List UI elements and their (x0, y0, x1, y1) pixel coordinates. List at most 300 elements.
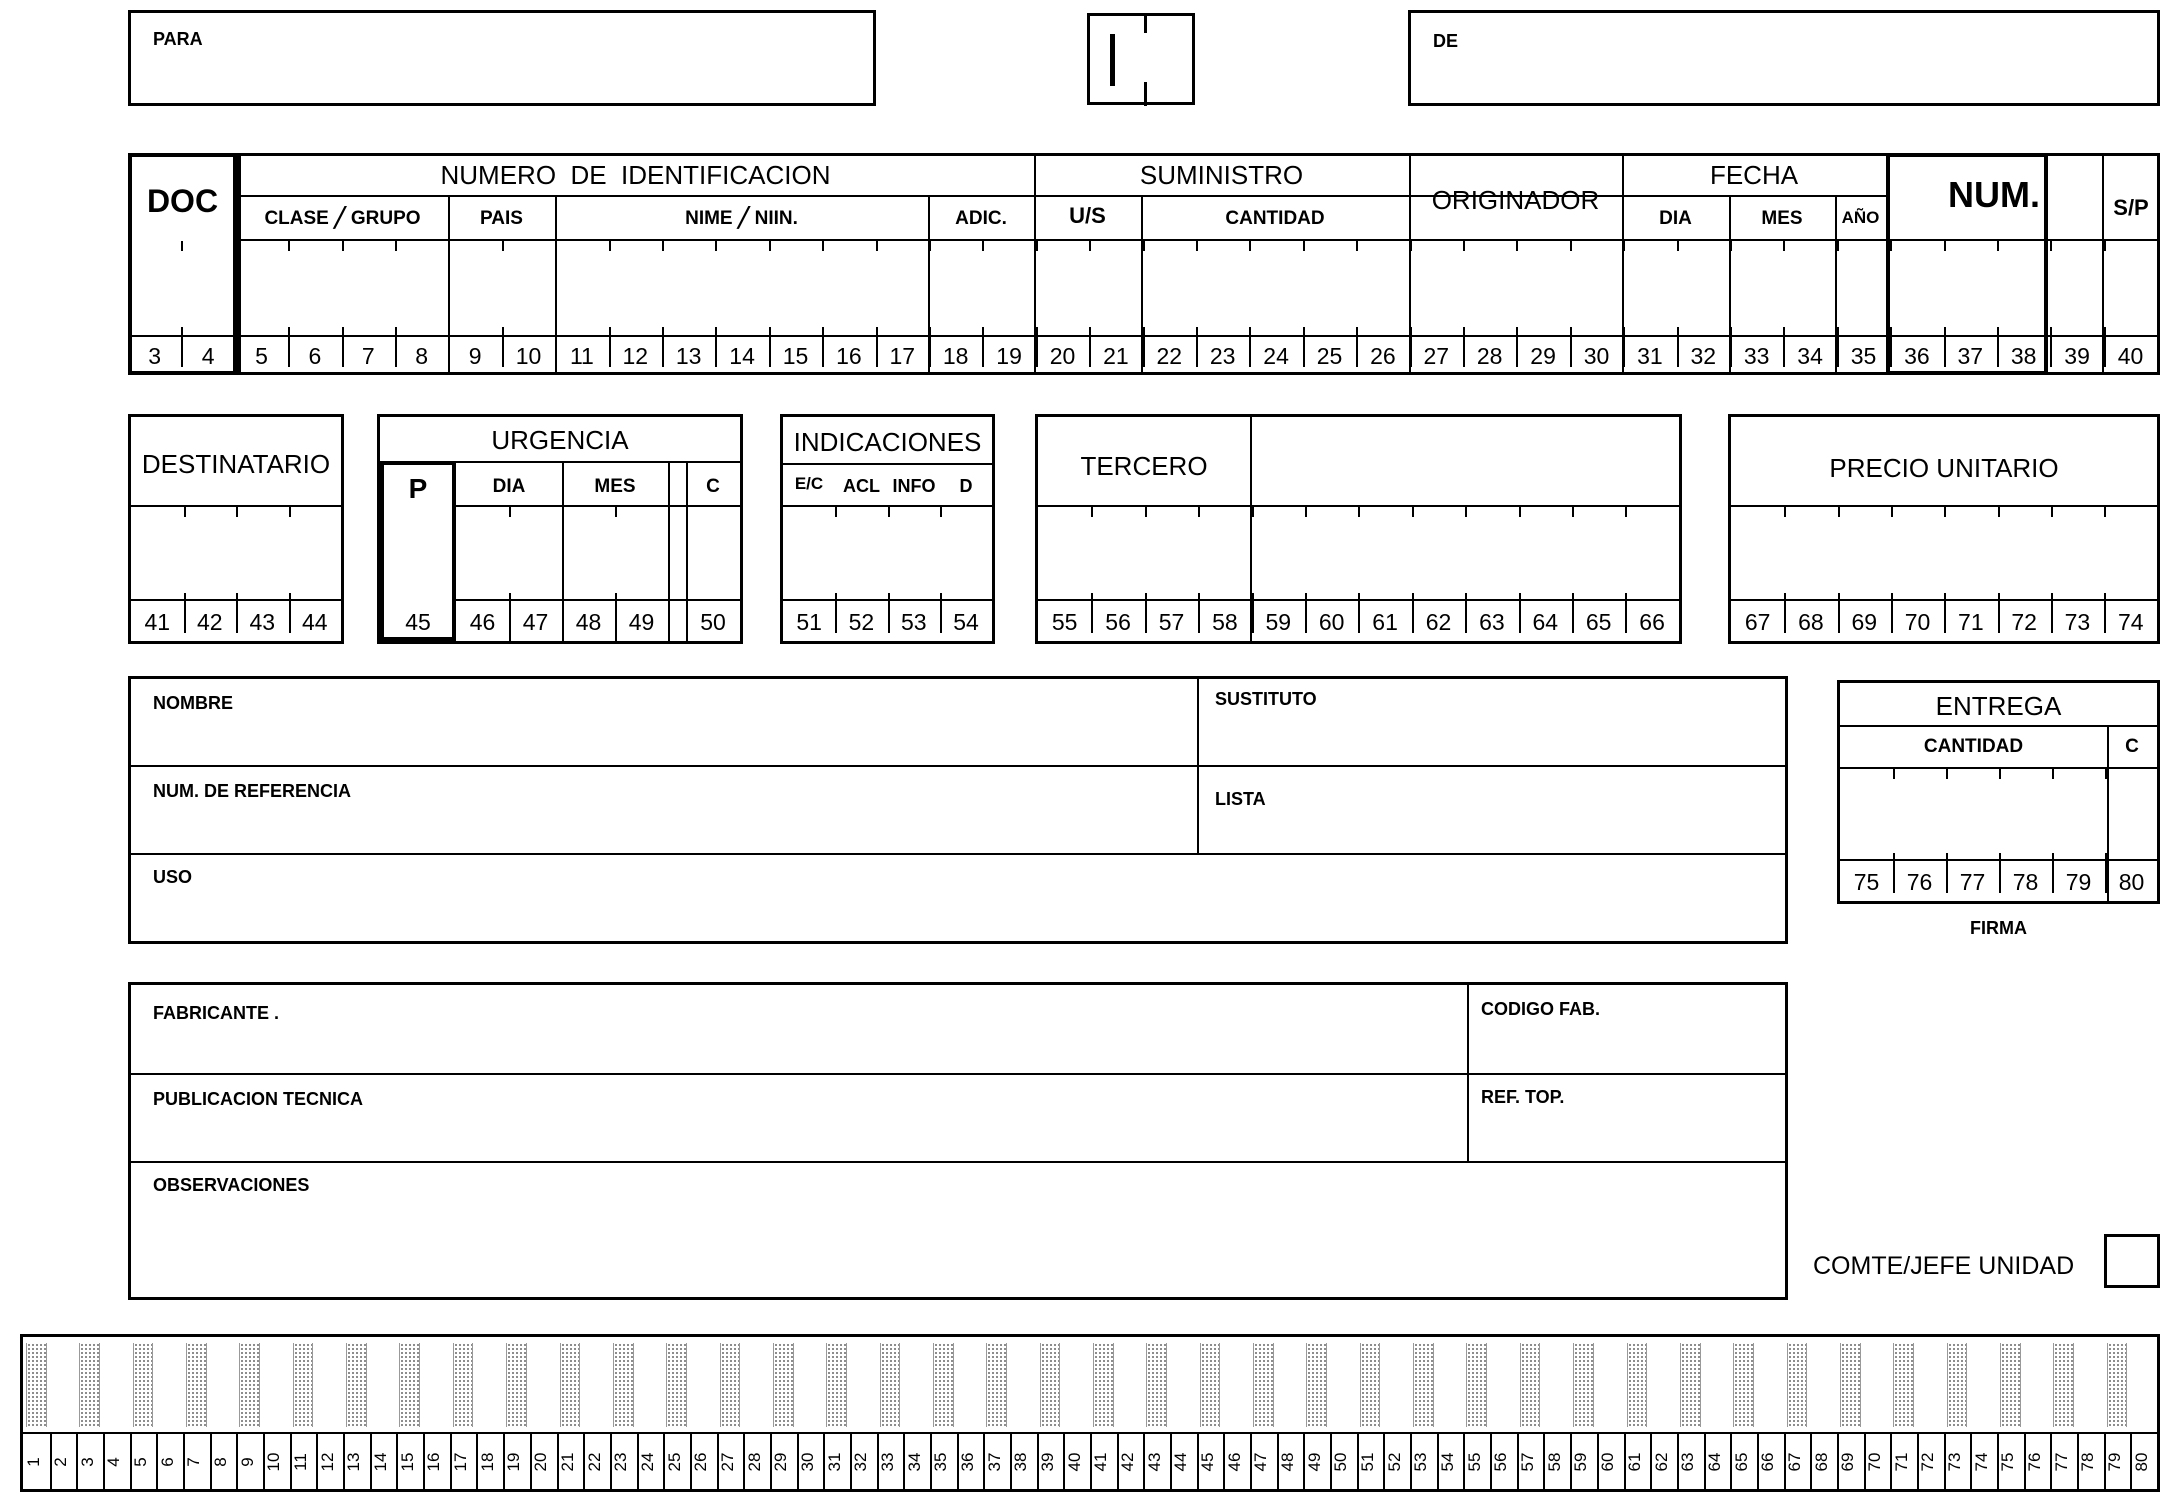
comte-checkbox[interactable] (2104, 1234, 2160, 1288)
column-tick (1091, 507, 1093, 517)
clase-grupo-header: CLASE ╱ GRUPO (264, 208, 421, 229)
column-number: 53 (900, 609, 927, 635)
column-tick (289, 507, 291, 517)
column-tick (502, 241, 504, 251)
strip-number: 7 (184, 1457, 204, 1467)
column-tick (1625, 507, 1627, 517)
column-tick (1198, 507, 1200, 517)
punch-slot (133, 1343, 154, 1427)
urgencia-block (377, 414, 743, 644)
column-number: 75 (1853, 869, 1880, 895)
punch-slot (880, 1343, 901, 1427)
entrega-block (1837, 680, 2160, 904)
column-tick (1572, 507, 1574, 517)
column-number: 37 (1957, 343, 1984, 369)
strip-number: 37 (984, 1452, 1004, 1472)
column-number: 14 (729, 343, 755, 369)
para-label: PARA (153, 29, 203, 49)
strip-number: 9 (237, 1457, 257, 1467)
column-tick (1089, 241, 1091, 251)
strip-number: 49 (1304, 1452, 1324, 1472)
punch-slot (346, 1343, 367, 1427)
ref-top-label: REF. TOP. (1481, 1087, 1565, 1107)
de-field[interactable] (1408, 10, 2160, 106)
column-tick (2104, 507, 2106, 517)
column-number: 39 (2064, 343, 2090, 369)
strip-number: 26 (691, 1452, 711, 1472)
strip-number: 14 (371, 1452, 391, 1472)
punch-slot (1893, 1343, 1914, 1427)
strip-number: 51 (1358, 1452, 1378, 1472)
column-number: 68 (1798, 609, 1824, 635)
uso-label: USO (153, 867, 193, 887)
strip-number: 6 (157, 1457, 177, 1467)
column-tick (1356, 241, 1358, 251)
strip-number: 79 (2104, 1452, 2124, 1472)
originador-header: ORIGINADOR (1431, 185, 1600, 215)
punch-slot (399, 1343, 420, 1427)
strip-number: 42 (1118, 1452, 1137, 1472)
column-number: 44 (301, 609, 328, 635)
column-tick (1036, 241, 1038, 251)
strip-number: 73 (1944, 1452, 1964, 1472)
strip-number: 71 (1891, 1452, 1911, 1472)
nime-niin-header: NIME ╱ NIIN. (685, 208, 798, 229)
urg-mes-header: MES (594, 476, 636, 497)
strip-number: 5 (131, 1457, 151, 1467)
punch-slot (186, 1343, 207, 1427)
column-number: 43 (249, 609, 276, 635)
column-number: 22 (1156, 343, 1183, 369)
strip-number: 50 (1331, 1452, 1351, 1472)
strip-number: 38 (1011, 1452, 1031, 1472)
column-tick (1519, 507, 1521, 517)
punch-slot (239, 1343, 260, 1427)
column-tick (662, 241, 664, 251)
p-header: P (408, 473, 428, 504)
strip-number: 43 (1144, 1452, 1164, 1472)
lista-label: LISTA (1215, 789, 1266, 809)
strip-number: 11 (291, 1453, 311, 1471)
column-tick (1997, 241, 1999, 251)
column-number: 64 (1532, 609, 1559, 635)
column-tick (822, 241, 824, 251)
column-number: 67 (1744, 609, 1771, 635)
column-number: 19 (996, 343, 1022, 369)
column-number: 7 (361, 343, 375, 369)
strip-number: 3 (77, 1457, 97, 1467)
column-tick (1893, 769, 1895, 779)
suministro-header: SUMINISTRO (1139, 160, 1304, 190)
column-tick (1249, 241, 1251, 251)
fecha-header: FECHA (1709, 160, 1799, 190)
strip-number: 70 (1864, 1452, 1884, 1472)
publicacion-tecnica-label: PUBLICACION TECNICA (153, 1089, 363, 1109)
registration-mark-icon (1110, 34, 1120, 86)
punch-slot (1787, 1343, 1808, 1427)
column-tick (555, 241, 557, 251)
strip-number: 76 (2024, 1452, 2044, 1472)
column-tick (1145, 507, 1147, 517)
strip-number: 10 (264, 1452, 284, 1472)
punch-slot (1093, 1343, 1114, 1427)
column-tick (888, 507, 890, 517)
punch-slot (1733, 1343, 1754, 1427)
destinatario-block (128, 414, 344, 644)
column-tick (509, 507, 511, 517)
tercero-block (1035, 414, 1682, 644)
punch-slot (826, 1343, 847, 1427)
column-number: 80 (2118, 869, 2145, 895)
strip-number: 40 (1064, 1452, 1084, 1472)
column-tick (1143, 241, 1145, 251)
strip-number: 48 (1278, 1452, 1298, 1472)
punch-slot (1627, 1343, 1648, 1427)
strip-number: 13 (344, 1452, 364, 1472)
column-tick (1252, 507, 1254, 517)
column-tick (1944, 241, 1946, 251)
pais-header: PAIS (480, 208, 523, 229)
column-tick (2051, 507, 2053, 517)
column-number: 48 (575, 609, 602, 635)
registration-mark (1087, 13, 1195, 105)
column-number: 11 (569, 343, 594, 369)
column-tick (181, 241, 183, 251)
column-tick (1677, 241, 1679, 251)
column-tick (1305, 507, 1307, 517)
strip-number: 27 (717, 1452, 737, 1472)
e-c-header: E/C (794, 474, 824, 493)
strip-number: 31 (824, 1452, 844, 1472)
column-tick (1999, 769, 2001, 779)
column-divider (509, 593, 511, 641)
column-number: 25 (1316, 343, 1343, 369)
mes-header: MES (1761, 208, 1803, 229)
strip-number: 34 (904, 1452, 924, 1472)
punch-slot (933, 1343, 954, 1427)
column-number: 12 (622, 343, 649, 369)
punch-slot (2053, 1343, 2074, 1427)
punch-slot (506, 1343, 527, 1427)
column-tick (1463, 241, 1465, 251)
strip-number: 35 (931, 1452, 951, 1472)
strip-number: 55 (1464, 1452, 1484, 1472)
column-number: 66 (1639, 609, 1665, 635)
column-number: 65 (1585, 609, 1612, 635)
strip-number: 25 (664, 1452, 684, 1472)
destinatario-header: DESTINATARIO (141, 449, 331, 479)
strip-number: 56 (1491, 1452, 1511, 1472)
punch-slot (1680, 1343, 1701, 1427)
column-tick (769, 241, 771, 251)
column-number: 21 (1103, 343, 1129, 369)
indicaciones-block (780, 414, 995, 644)
sustituto-label: SUSTITUTO (1215, 689, 1317, 709)
column-number: 49 (628, 609, 655, 635)
strip-number: 24 (637, 1452, 657, 1472)
strip-number: 74 (1971, 1452, 1991, 1472)
strip-number: 44 (1171, 1452, 1191, 1472)
strip-number: 46 (1224, 1452, 1244, 1472)
column-tick (235, 241, 237, 251)
strip-number: 78 (2078, 1452, 2098, 1472)
column-number: 10 (515, 343, 542, 369)
strip-number: 68 (1811, 1452, 1831, 1472)
strip-number: 57 (1518, 1452, 1538, 1472)
column-number: 46 (469, 609, 496, 635)
precio-unitario-block (1728, 414, 2160, 644)
column-tick (1946, 769, 1948, 779)
column-number: 79 (2065, 869, 2092, 895)
column-tick (940, 507, 942, 517)
column-number: 54 (953, 609, 979, 635)
column-tick (1465, 507, 1467, 517)
column-number: 36 (1904, 343, 1930, 369)
column-number: 41 (144, 609, 171, 635)
strip-number: 58 (1544, 1452, 1564, 1472)
column-number: 16 (836, 343, 862, 369)
column-number: 72 (2011, 609, 2037, 635)
urgencia-header: URGENCIA (491, 425, 629, 455)
urg-c-header: C (706, 476, 720, 497)
strip-number: 69 (1838, 1452, 1858, 1472)
strip-number: 17 (451, 1452, 471, 1472)
strip-number: 75 (1998, 1452, 2018, 1472)
strip-number: 16 (424, 1452, 444, 1472)
strip-number: 22 (584, 1452, 604, 1472)
s-p-header: S/P (2113, 195, 2149, 220)
punch-slot (1413, 1343, 1434, 1427)
column-number: 55 (1051, 609, 1078, 635)
column-number: 8 (415, 343, 429, 369)
column-number: 57 (1158, 609, 1185, 635)
strip-number: 4 (104, 1457, 124, 1467)
punch-slot (1306, 1343, 1327, 1427)
strip-number: 72 (1918, 1452, 1938, 1472)
column-tick (184, 507, 186, 517)
num-referencia-label: NUM. DE REFERENCIA (153, 781, 352, 801)
column-tick (609, 241, 611, 251)
de-label: DE (1433, 31, 1459, 51)
column-number: 52 (848, 609, 875, 635)
punch-slot (453, 1343, 474, 1427)
column-number: 3 (148, 343, 162, 369)
urg-dia-header: DIA (492, 476, 526, 497)
acl-header: ACL (843, 476, 880, 496)
identification-grid (128, 153, 2160, 375)
punch-slot (720, 1343, 741, 1427)
strip-number: 61 (1624, 1452, 1644, 1472)
strip-number: 45 (1198, 1452, 1218, 1472)
column-tick (1730, 241, 1732, 251)
column-number: 76 (1906, 869, 1933, 895)
comte-label: COMTE/JEFE UNIDAD (1813, 1252, 2075, 1280)
column-number: 61 (1372, 609, 1398, 635)
column-tick (1944, 507, 1946, 517)
strip-number: 52 (1384, 1452, 1404, 1472)
column-number: 42 (196, 609, 223, 635)
column-tick (1303, 241, 1305, 251)
para-field[interactable] (128, 10, 876, 106)
column-tick (1516, 241, 1518, 251)
tercero-header: TERCERO (1080, 451, 1208, 481)
strip-number: 64 (1704, 1452, 1724, 1472)
column-tick (236, 507, 238, 517)
num-header: NUM. (1948, 174, 2040, 215)
column-number: 47 (522, 609, 549, 635)
column-number: 63 (1479, 609, 1505, 635)
punch-slot (293, 1343, 314, 1427)
info-block (128, 676, 1788, 944)
column-tick (448, 241, 450, 251)
strip-number: 65 (1731, 1452, 1751, 1472)
column-number: 29 (1530, 343, 1556, 369)
strip-number: 1 (24, 1457, 44, 1467)
strip-number: 23 (611, 1452, 631, 1472)
column-tick (1998, 507, 2000, 517)
column-number: 70 (1904, 609, 1931, 635)
punch-slot (560, 1343, 581, 1427)
column-tick (2105, 769, 2107, 779)
column-number: 24 (1263, 343, 1289, 369)
column-number: 15 (782, 343, 809, 369)
fabricante-block (128, 982, 1788, 1300)
column-tick (982, 241, 984, 251)
strip-number: 66 (1758, 1452, 1778, 1472)
column-number: 58 (1212, 609, 1238, 635)
adic-header: ADIC. (955, 208, 1007, 229)
column-tick (2104, 241, 2106, 251)
doc-header: DOC (146, 183, 219, 219)
strip-number: 53 (1411, 1452, 1431, 1472)
strip-number: 30 (797, 1452, 817, 1472)
column-tick (395, 241, 397, 251)
strip-number: 62 (1651, 1452, 1671, 1472)
column-tick (2052, 769, 2054, 779)
column-tick (1412, 507, 1414, 517)
punch-slot (1040, 1343, 1061, 1427)
punch-slot (79, 1343, 100, 1427)
fabricante-label: FABRICANTE . (153, 1003, 279, 1023)
column-tick (1837, 241, 1839, 251)
column-divider (615, 593, 617, 641)
column-tick (342, 241, 344, 251)
strip-number: 77 (2051, 1452, 2071, 1472)
firma-label: FIRMA (1970, 918, 2027, 938)
column-number: 69 (1851, 609, 1878, 635)
strip-number: 33 (877, 1452, 897, 1472)
strip-number: 20 (531, 1452, 551, 1472)
column-tick (835, 507, 837, 517)
punch-slot (26, 1343, 47, 1427)
column-tick (1410, 241, 1412, 251)
dia-header: DIA (1659, 208, 1692, 229)
column-number: 51 (796, 609, 822, 635)
entrega-header: ENTREGA (1935, 691, 2062, 721)
punch-slot (1840, 1343, 1861, 1427)
column-number: 4 (201, 343, 215, 369)
ano-header: AÑO (1841, 208, 1880, 227)
strip-number: 15 (397, 1452, 417, 1472)
column-number: 13 (675, 343, 702, 369)
column-tick (715, 241, 717, 251)
column-number: 50 (700, 609, 726, 635)
column-number: 6 (308, 343, 322, 369)
column-number: 30 (1583, 343, 1610, 369)
column-number: 62 (1425, 609, 1452, 635)
info-header: INFO (892, 476, 936, 496)
column-number: 74 (2117, 609, 2144, 635)
column-number: 45 (405, 609, 431, 635)
column-number: 9 (468, 343, 482, 369)
entrega-cantidad-header: CANTIDAD (1923, 736, 2024, 757)
punch-slot (1360, 1343, 1381, 1427)
column-tick (1196, 241, 1198, 251)
punch-slot (1947, 1343, 1968, 1427)
column-number: 32 (1690, 343, 1717, 369)
column-tick (876, 241, 878, 251)
strip-number: 8 (211, 1457, 231, 1467)
column-number: 40 (2117, 343, 2144, 369)
strip-number: 2 (51, 1457, 70, 1467)
punch-slot (1253, 1343, 1274, 1427)
column-number: 26 (1370, 343, 1396, 369)
strip-number: 21 (557, 1452, 577, 1472)
column-tick (615, 507, 617, 517)
nombre-label: NOMBRE (153, 693, 233, 713)
entrega-c-header: C (2125, 736, 2139, 757)
column-tick (1358, 507, 1360, 517)
strip-number: 67 (1784, 1452, 1804, 1472)
column-number: 18 (942, 343, 969, 369)
column-tick (1838, 507, 1840, 517)
u-s-header: U/S (1069, 203, 1106, 228)
punch-slot (666, 1343, 687, 1427)
punch-slot (1573, 1343, 1594, 1427)
punch-slot (1466, 1343, 1487, 1427)
column-number: 77 (1959, 869, 1986, 895)
punch-slot (2107, 1343, 2128, 1427)
column-number: 28 (1476, 343, 1503, 369)
strip-number: 18 (477, 1452, 497, 1472)
column-number: 35 (1850, 343, 1877, 369)
strip-number: 36 (957, 1452, 977, 1472)
strip-number: 39 (1037, 1452, 1057, 1472)
column-number: 56 (1105, 609, 1131, 635)
strip-number: 32 (851, 1452, 871, 1472)
strip-number: 29 (771, 1452, 791, 1472)
column-tick (288, 241, 290, 251)
observaciones-label: OBSERVACIONES (153, 1175, 310, 1195)
column-number: 33 (1743, 343, 1770, 369)
punch-slot (1200, 1343, 1221, 1427)
strip-number: 54 (1438, 1452, 1458, 1472)
strip-number: 60 (1598, 1452, 1618, 1472)
strip-number: 28 (744, 1452, 764, 1472)
column-tick (1783, 241, 1785, 251)
indicaciones-header: INDICACIONES (793, 427, 982, 457)
column-tick (929, 241, 931, 251)
column-number: 27 (1423, 343, 1450, 369)
d-header: D (959, 476, 973, 496)
precio-unitario-header: PRECIO UNITARIO (1829, 453, 2059, 483)
strip-number: 47 (1251, 1452, 1271, 1472)
punch-slot (986, 1343, 1007, 1427)
punch-strip (20, 1334, 2160, 1492)
punch-slot (613, 1343, 634, 1427)
strip-number: 41 (1091, 1452, 1111, 1472)
column-number: 17 (889, 343, 916, 369)
